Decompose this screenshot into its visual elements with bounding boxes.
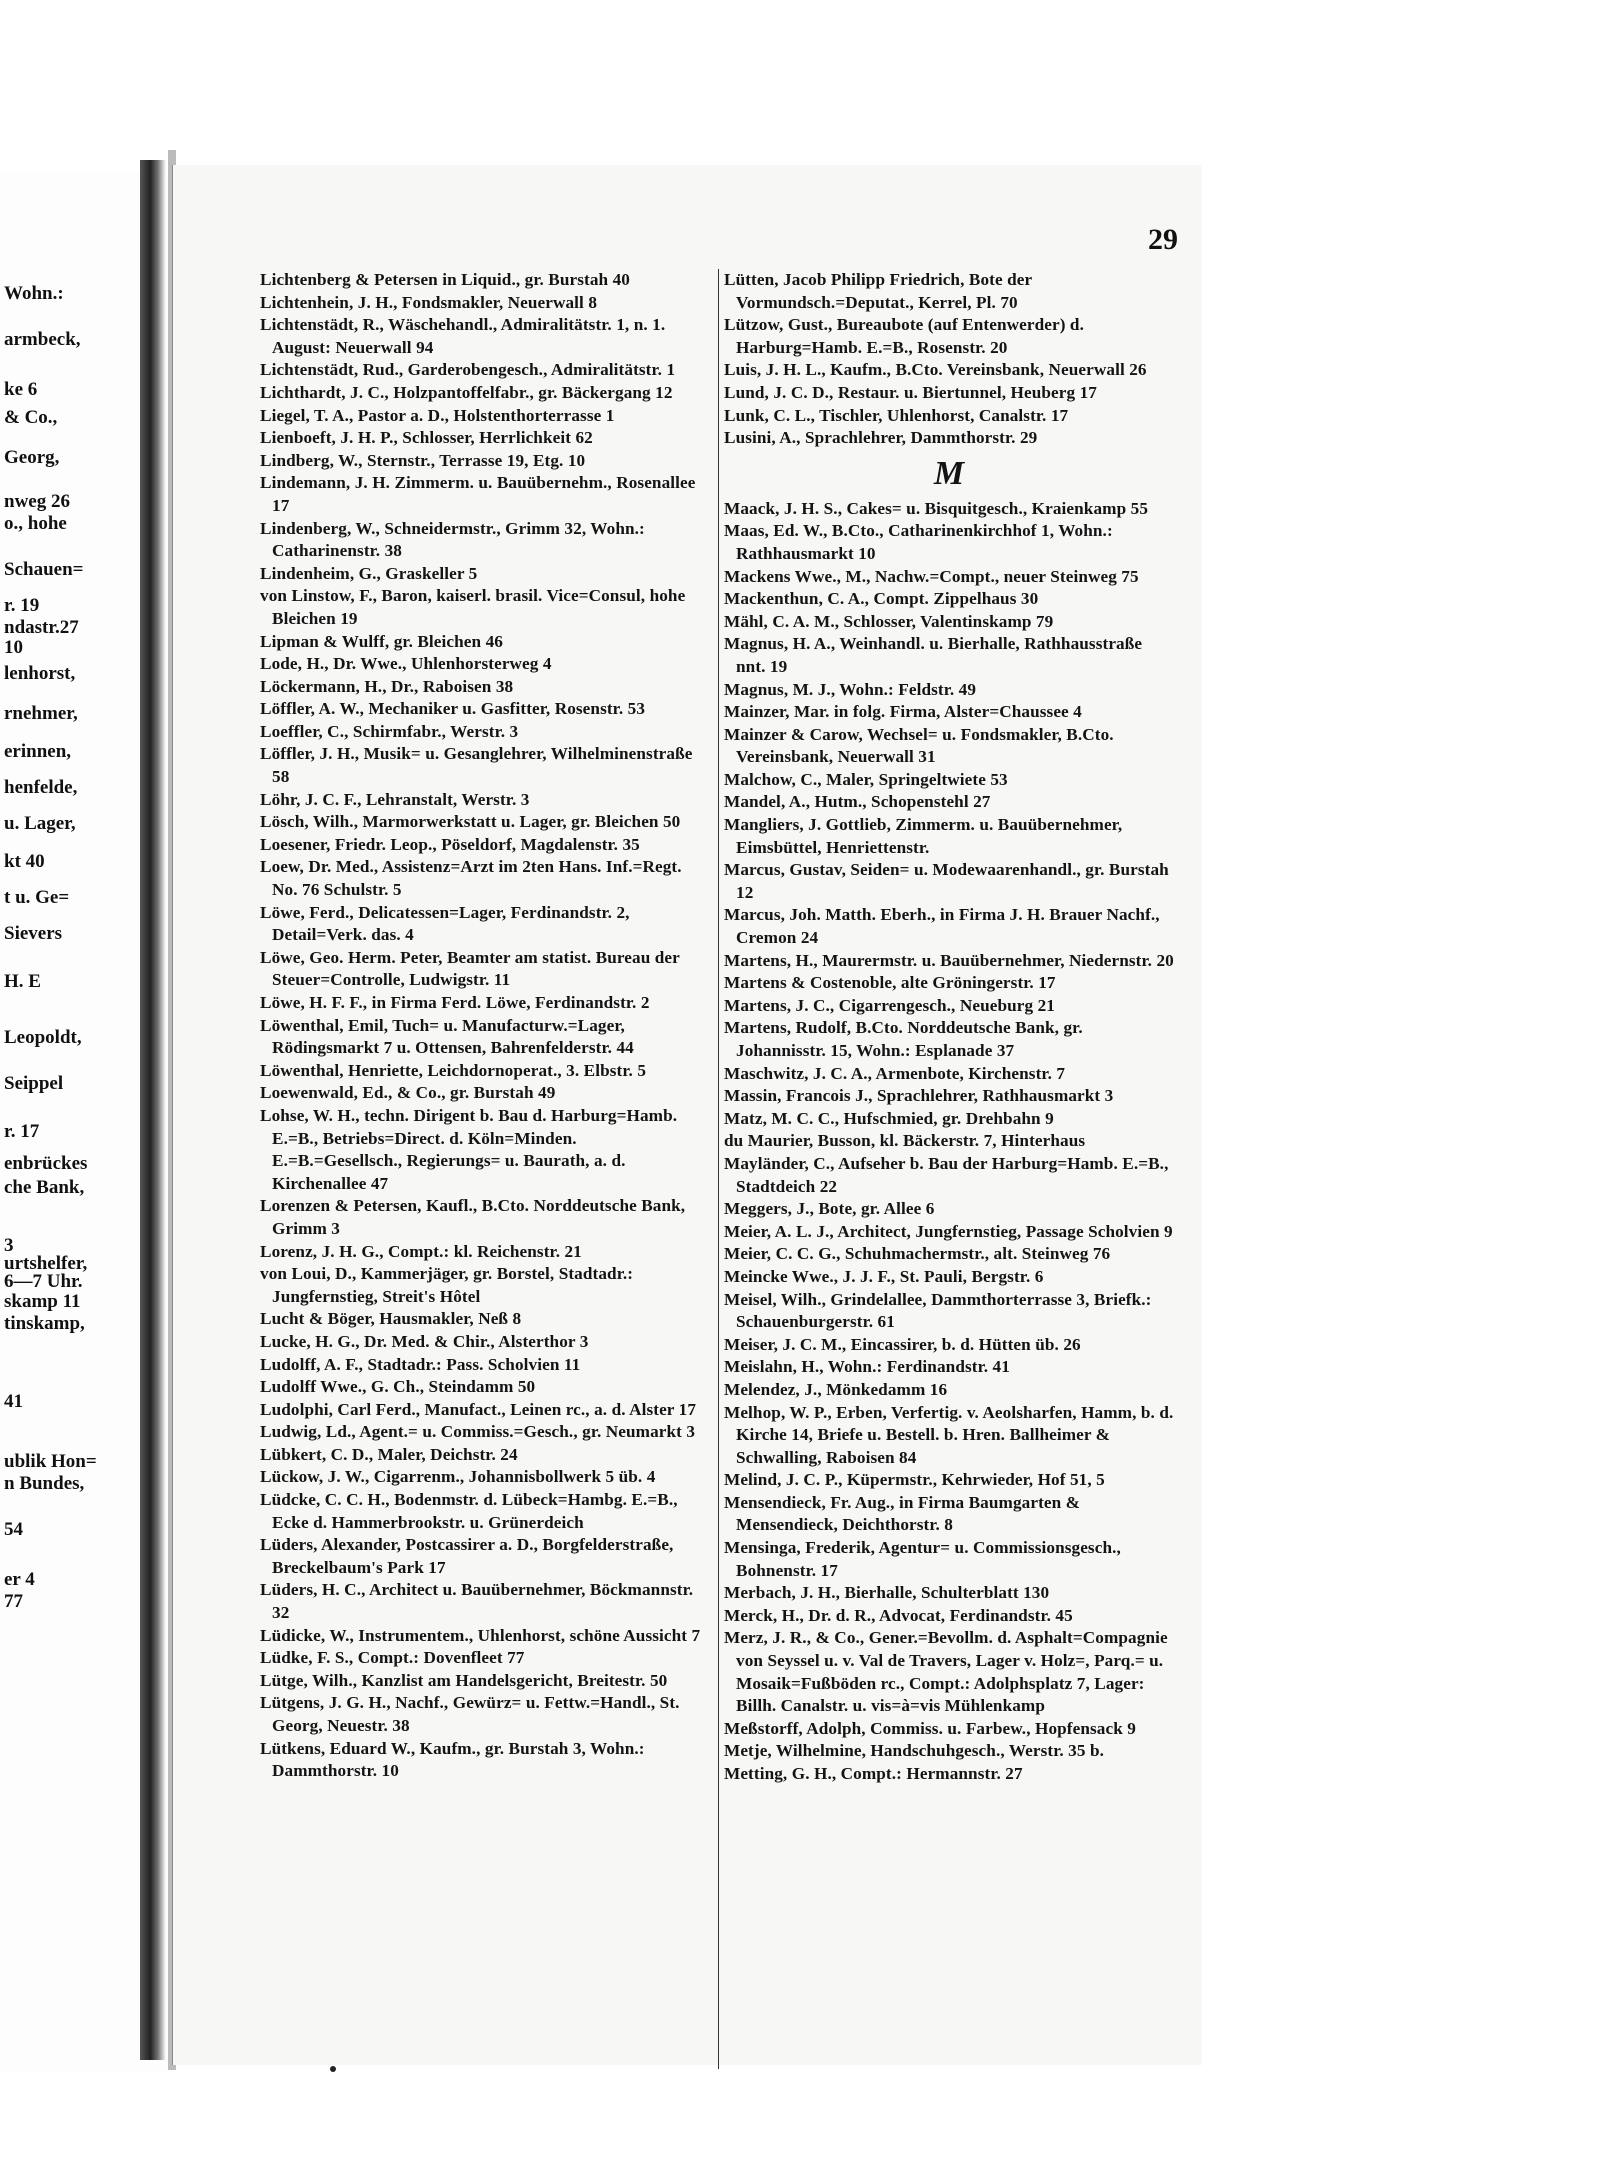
directory-entry: Mandel, A., Hutm., Schopenstehl 27	[724, 792, 991, 812]
directory-entry: Loeffler, C., Schirmfabr., Werstr. 3	[260, 721, 519, 741]
directory-entry: Mangliers, J. Gottlieb, Zimmerm. u. Bauübernehmer, Eimsbüttel, Henriettenstr.	[724, 815, 1123, 857]
left-page-fragment: er 4	[4, 1569, 35, 1590]
directory-entry: Löhr, J. C. F., Lehranstalt, Werstr. 3	[260, 789, 530, 809]
directory-entry: Magnus, H. A., Weinhandl. u. Bierhalle, Rathhausstraße nnt. 19	[724, 634, 1143, 676]
directory-entry: Lund, J. C. D., Restaur. u. Biertunnel, Heuberg 17	[724, 382, 1097, 402]
directory-entry: Matz, M. C. C., Hufschmied, gr. Drehbahn 9	[724, 1108, 1054, 1128]
directory-entry: Meiser, J. C. M., Eincassirer, b. d. Hütten üb. 26	[724, 1334, 1081, 1354]
directory-entry: Lorenz, J. H. G., Compt.: kl. Reichenstr. 21	[260, 1241, 582, 1261]
directory-entry: Löwe, Ferd., Delicatessen=Lager, Ferdinandstr. 2, Detail=Verk. das. 4	[260, 902, 630, 945]
left-page-fragment: 54	[4, 1519, 23, 1540]
directory-entry: Lütgens, J. G. H., Nachf., Gewürz= u. Fettw.=Handl., St. Georg, Neuestr. 38	[260, 1693, 680, 1735]
directory-entry: Meßstorff, Adolph, Commiss. u. Farbew., Hopfensack 9	[724, 1718, 1136, 1738]
directory-entry: Löwe, Geo. Herm. Peter, Beamter am statist. Bureau der Steuer=Controlle, Ludwigstr. 11	[260, 947, 680, 990]
directory-entry: Maas, Ed. W., B.Cto., Catharinenkirchhof 1, Wohn.: Rathhausmarkt 10	[724, 521, 1113, 563]
directory-entry: Merbach, J. H., Bierhalle, Schulterblatt 130	[724, 1583, 1050, 1603]
left-page-fragment: r. 19	[4, 595, 40, 616]
directory-entry: Lucht & Böger, Hausmakler, Neß 8	[260, 1309, 522, 1329]
directory-entry: Löwe, H. F. F., in Firma Ferd. Löwe, Ferdinandstr. 2	[260, 993, 650, 1012]
directory-entry: Lohse, W. H., techn. Dirigent b. Bau d. Harburg=Hamb. E.=B., Betriebs=Direct. d. Köln=Minden. E.=B.=Gesellsch., Regierungs= u. Baurath, a. d. Kirchenallee 47	[260, 1105, 678, 1193]
directory-entry: Lüders, H. C., Architect u. Bauübernehmer, Böckmannstr. 32	[260, 1580, 694, 1623]
left-page-fragment: t u. Ge=	[4, 887, 70, 908]
directory-entry: Mackens Wwe., M., Nachw.=Compt., neuer Steinweg 75	[724, 566, 1139, 586]
directory-column-left	[260, 269, 708, 1783]
directory-entry: Mähl, C. A. M., Schlosser, Valentinskamp 79	[724, 611, 1054, 631]
directory-entry: Martens, J. C., Cigarrengesch., Neueburg 21	[724, 995, 1055, 1015]
left-page-fragment: armbeck,	[4, 329, 81, 350]
directory-entry: Ludolff Wwe., G. Ch., Steindamm 50	[260, 1377, 536, 1397]
left-page-fragment: Wohn.:	[4, 283, 64, 304]
left-page-fragment: Leopoldt,	[4, 1027, 82, 1048]
section-heading: M	[933, 454, 965, 492]
directory-entry: Loesener, Friedr. Leop., Pöseldorf, Magdalenstr. 35	[260, 834, 640, 854]
directory-entry: Lorenzen & Petersen, Kaufl., B.Cto. Norddeutsche Bank, Grimm 3	[260, 1196, 686, 1238]
directory-entry: Ludolff, A. F., Stadtadr.: Pass. Scholvien 11	[260, 1354, 581, 1374]
directory-entry: Lüdcke, C. C. H., Bodenmstr. d. Lübeck=Hambg. E.=B., Ecke d. Hammerbrookstr. u. Grünerdeich	[260, 1490, 678, 1532]
left-page-fragment: kt 40	[4, 851, 45, 872]
directory-entry: Lückow, J. W., Cigarrenm., Johannisbollwerk 5 üb. 4	[260, 1467, 656, 1487]
directory-entry: Lienboeft, J. H. P., Schlosser, Herrlichkeit 62	[260, 428, 593, 448]
directory-entry: Lode, H., Dr. Wwe., Uhlenhorsterweg 4	[260, 654, 552, 674]
left-page-fragment: urtshelfer,	[4, 1253, 88, 1274]
left-page-fragment: erinnen,	[4, 741, 72, 762]
directory-entry: Martens & Costenoble, alte Gröningerstr. 17	[724, 973, 1056, 993]
left-page-fragment: Schauen=	[4, 559, 84, 580]
directory-entry: Liegel, T. A., Pastor a. D., Holstenthorterrasse 1	[260, 405, 615, 425]
directory-entry: Martens, H., Maurermstr. u. Bauübernehmer, Niedernstr. 20	[724, 950, 1174, 970]
left-page-fragment: enbrückes	[4, 1153, 88, 1174]
directory-entry: Mensinga, Frederik, Agentur= u. Commissionsgesch., Bohnenstr. 17	[724, 1538, 1121, 1580]
directory-entry: Merck, H., Dr. d. R., Advocat, Ferdinandstr. 45	[724, 1605, 1073, 1625]
directory-entry: Lindemann, J. H. Zimmerm. u. Bauübernehm., Rosenallee 17	[260, 473, 696, 515]
directory-entry: Löffler, J. H., Musik= u. Gesanglehrer, Wilhelminenstraße 58	[260, 744, 693, 787]
directory-entry: Meier, A. L. J., Architect, Jungfernstieg, Passage Scholvien 9	[724, 1221, 1173, 1241]
directory-entry: Metje, Wilhelmine, Handschuhgesch., Werstr. 35 b.	[724, 1741, 1105, 1761]
page-number: 29	[1148, 223, 1178, 256]
directory-column-right	[724, 269, 1174, 1786]
directory-entry: Marcus, Gustav, Seiden= u. Modewaarenhandl., gr. Burstah 12	[724, 860, 1169, 902]
directory-entry: Massin, Francois J., Sprachlehrer, Rathhausmarkt 3	[724, 1086, 1114, 1106]
column-divider	[718, 269, 719, 2069]
left-page-fragment: 6—7 Uhr.	[4, 1271, 83, 1292]
left-page-fragment: ke 6	[4, 379, 38, 400]
directory-entry: Mackenthun, C. A., Compt. Zippelhaus 30	[724, 589, 1039, 609]
left-page-fragment: henfelde,	[4, 777, 78, 798]
directory-entry: Mensendieck, Fr. Aug., in Firma Baumgarten & Mensendieck, Deichthorstr. 8	[724, 1492, 1081, 1535]
directory-entry: Lübkert, C. D., Maler, Deichstr. 24	[260, 1444, 518, 1464]
left-page-fragment: lenhorst,	[4, 663, 76, 684]
page-edge-shadow	[140, 160, 166, 2060]
directory-entry: von Loui, D., Kammerjäger, gr. Borstel, Stadtadr.: Jungfernstieg, Streit's Hôtel	[260, 1264, 634, 1306]
directory-entry: Melhop, W. P., Erben, Verfertig. v. Aeolsharfen, Hamm, b. d. Kirche 14, Briefe u. Bestell. b. Hren. Ballheimer & Schwalling, Raboisen 84	[724, 1402, 1174, 1467]
directory-entry: Mayländer, C., Aufseher b. Bau der Harburg=Hamb. E.=B., Stadtdeich 22	[724, 1153, 1169, 1196]
left-page-fragment: tinskamp,	[4, 1313, 85, 1334]
directory-entry: Lindenheim, G., Graskeller 5	[260, 563, 478, 583]
directory-entry: Martens, Rudolf, B.Cto. Norddeutsche Bank, gr. Johannisstr. 15, Wohn.: Esplanade 37	[724, 1018, 1083, 1060]
right-page	[172, 165, 1202, 2065]
directory-entry: Lindenberg, W., Schneidermstr., Grimm 32, Wohn.: Catharinenstr. 38	[260, 518, 645, 561]
directory-entry: Lusini, A., Sprachlehrer, Dammthorstr. 29	[724, 428, 1038, 448]
left-page-fragment: skamp 11	[4, 1291, 81, 1312]
directory-entry: Lichtenhein, J. H., Fondsmakler, Neuerwall 8	[260, 292, 598, 312]
directory-entry: Mainzer, Mar. in folg. Firma, Alster=Chaussee 4	[724, 702, 1082, 722]
directory-entry: Löckermann, H., Dr., Raboisen 38	[260, 676, 514, 696]
directory-entry: Lucke, H. G., Dr. Med. & Chir., Alsterthor 3	[260, 1331, 589, 1351]
directory-entry: Marcus, Joh. Matth. Eberh., in Firma J. H. Brauer Nachf., Cremon 24	[724, 905, 1160, 948]
left-page-fragment: rnehmer,	[4, 703, 78, 724]
left-page-fragment: ublik Hon=	[4, 1451, 97, 1472]
directory-entry: Löwenthal, Henriette, Leichdornoperat., 3. Elbstr. 5	[260, 1060, 647, 1080]
directory-entry: Meincke Wwe., J. J. F., St. Pauli, Bergstr. 6	[724, 1266, 1044, 1286]
directory-entry: du Maurier, Busson, kl. Bäckerstr. 7, Hinterhaus	[724, 1131, 1086, 1151]
left-page-fragment: u. Lager,	[4, 813, 76, 834]
left-page-fragment: & Co.,	[4, 407, 58, 428]
left-page-fragment: Georg,	[4, 447, 60, 468]
left-page-fragment: ndastr.27	[4, 617, 79, 638]
left-page-fragment: 77	[4, 1591, 23, 1612]
left-page-fragment: 41	[4, 1391, 23, 1412]
directory-entry: Malchow, C., Maler, Springeltwiete 53	[724, 769, 1008, 789]
directory-entry: Meisel, Wilh., Grindelallee, Dammthorterrasse 3, Briefk.: Schauenburgerstr. 61	[724, 1289, 1152, 1332]
directory-entry: Lindberg, W., Sternstr., Terrasse 19, Etg. 10	[260, 450, 586, 470]
left-page-fragment: Seippel	[4, 1073, 64, 1094]
directory-entry: Lichthardt, J. C., Holzpantoffelfabr., gr. Bäckergang 12	[260, 382, 673, 402]
directory-entry: Mainzer & Carow, Wechsel= u. Fondsmakler, B.Cto. Vereinsbank, Neuerwall 31	[724, 724, 1114, 767]
directory-entry: Melendez, J., Mönkedamm 16	[724, 1379, 948, 1399]
directory-entry: Lützow, Gust., Bureaubote (auf Entenwerder) d. Harburg=Hamb. E.=B., Rosenstr. 20	[724, 315, 1084, 357]
directory-entry: Lunk, C. L., Tischler, Uhlenhorst, Canalstr. 17	[724, 405, 1069, 425]
directory-entry: Metting, G. H., Compt.: Hermannstr. 27	[724, 1764, 1023, 1783]
directory-entry: Loew, Dr. Med., Assistenz=Arzt im 2ten Hans. Inf.=Regt. No. 76 Schulstr. 5	[260, 857, 682, 900]
directory-entry: Lüdke, F. S., Compt.: Dovenfleet 77	[260, 1648, 525, 1668]
left-page-fragment: che Bank,	[4, 1177, 85, 1198]
directory-entry: Merz, J. R., & Co., Gener.=Bevollm. d. Asphalt=Compagnie von Seyssel u. v. Val de Travers, Lager v. Holz=, Parq.= u. Mosaik=Fußböden rc., Compt.: Adolphsplatz 7, Lager: Billh. Canalstr. u. vis=à=vis Mühlenkamp	[724, 1628, 1168, 1716]
directory-entry: Meier, C. C. G., Schuhmachermstr., alt. Steinweg 76	[724, 1244, 1111, 1264]
directory-entry: Lütkens, Eduard W., Kaufm., gr. Burstah 3, Wohn.: Dammthorstr. 10	[260, 1738, 645, 1781]
directory-entry: von Linstow, F., Baron, kaiserl. brasil. Vice=Consul, hohe Bleichen 19	[260, 586, 686, 628]
directory-entry: Lichtenstädt, Rud., Garderobengesch., Admiralitätstr. 1	[260, 360, 676, 380]
directory-entry: Luis, J. H. L., Kaufm., B.Cto. Vereinsbank, Neuerwall 26	[724, 360, 1147, 380]
directory-entry: Lüdicke, W., Instrumentem., Uhlenhorst, schöne Aussicht 7	[260, 1625, 701, 1645]
directory-entry: Loewenwald, Ed., & Co., gr. Burstah 49	[260, 1083, 556, 1103]
directory-entry: Lüders, Alexander, Postcassirer a. D., Borgfelderstraße, Breckelbaum's Park 17	[260, 1535, 674, 1577]
left-page-fragment: Sievers	[4, 923, 63, 944]
directory-entry: Lichtenberg & Petersen in Liquid., gr. Burstah 40	[260, 270, 630, 289]
left-page-fragment: r. 17	[4, 1121, 40, 1142]
directory-entry: Löwenthal, Emil, Tuch= u. Manufacturw.=Lager, Rödingsmarkt 7 u. Ottensen, Bahrenfelderstr. 44	[260, 1015, 634, 1058]
directory-entry: Ludwig, Ld., Agent.= u. Commiss.=Gesch., gr. Neumarkt 3	[260, 1422, 696, 1442]
directory-entry: Lichtenstädt, R., Wäschehandl., Admiralitätstr. 1, n. 1. August: Neuerwall 94	[260, 315, 666, 357]
directory-entry: Löffler, A. W., Mechaniker u. Gasfitter, Rosenstr. 53	[260, 699, 646, 719]
directory-entry: Lipman & Wulff, gr. Bleichen 46	[260, 631, 503, 651]
directory-entry: Lütten, Jacob Philipp Friedrich, Bote der Vormundsch.=Deputat., Kerrel, Pl. 70	[724, 270, 1032, 312]
directory-entry: Lütge, Wilh., Kanzlist am Handelsgericht, Breitestr. 50	[260, 1670, 668, 1690]
directory-entry: Magnus, M. J., Wohn.: Feldstr. 49	[724, 679, 977, 699]
directory-entry: Meggers, J., Bote, gr. Allee 6	[724, 1199, 935, 1219]
left-page-fragment: 3	[4, 1235, 14, 1256]
directory-entry: Lösch, Wilh., Marmorwerkstatt u. Lager, gr. Bleichen 50	[260, 812, 681, 832]
left-page-fragment: nweg 26	[4, 491, 70, 512]
left-page-fragment: o., hohe	[4, 513, 67, 534]
directory-entry: Ludolphi, Carl Ferd., Manufact., Leinen rc., a. d. Alster 17	[260, 1399, 697, 1419]
directory-entry: Maschwitz, J. C. A., Armenbote, Kirchenstr. 7	[724, 1063, 1066, 1083]
ink-dot	[330, 2066, 336, 2072]
directory-entry: Melind, J. C. P., Küpermstr., Kehrwieder, Hof 51, 5	[724, 1470, 1105, 1490]
directory-entry: Maack, J. H. S., Cakes= u. Bisquitgesch., Kraienkamp 55	[724, 498, 1149, 518]
left-page-fragment: H. E	[4, 971, 41, 992]
left-page-fragment: n Bundes,	[4, 1473, 85, 1494]
left-page-fragment: 10	[4, 637, 23, 658]
directory-entry: Meislahn, H., Wohn.: Ferdinandstr. 41	[724, 1357, 1010, 1377]
